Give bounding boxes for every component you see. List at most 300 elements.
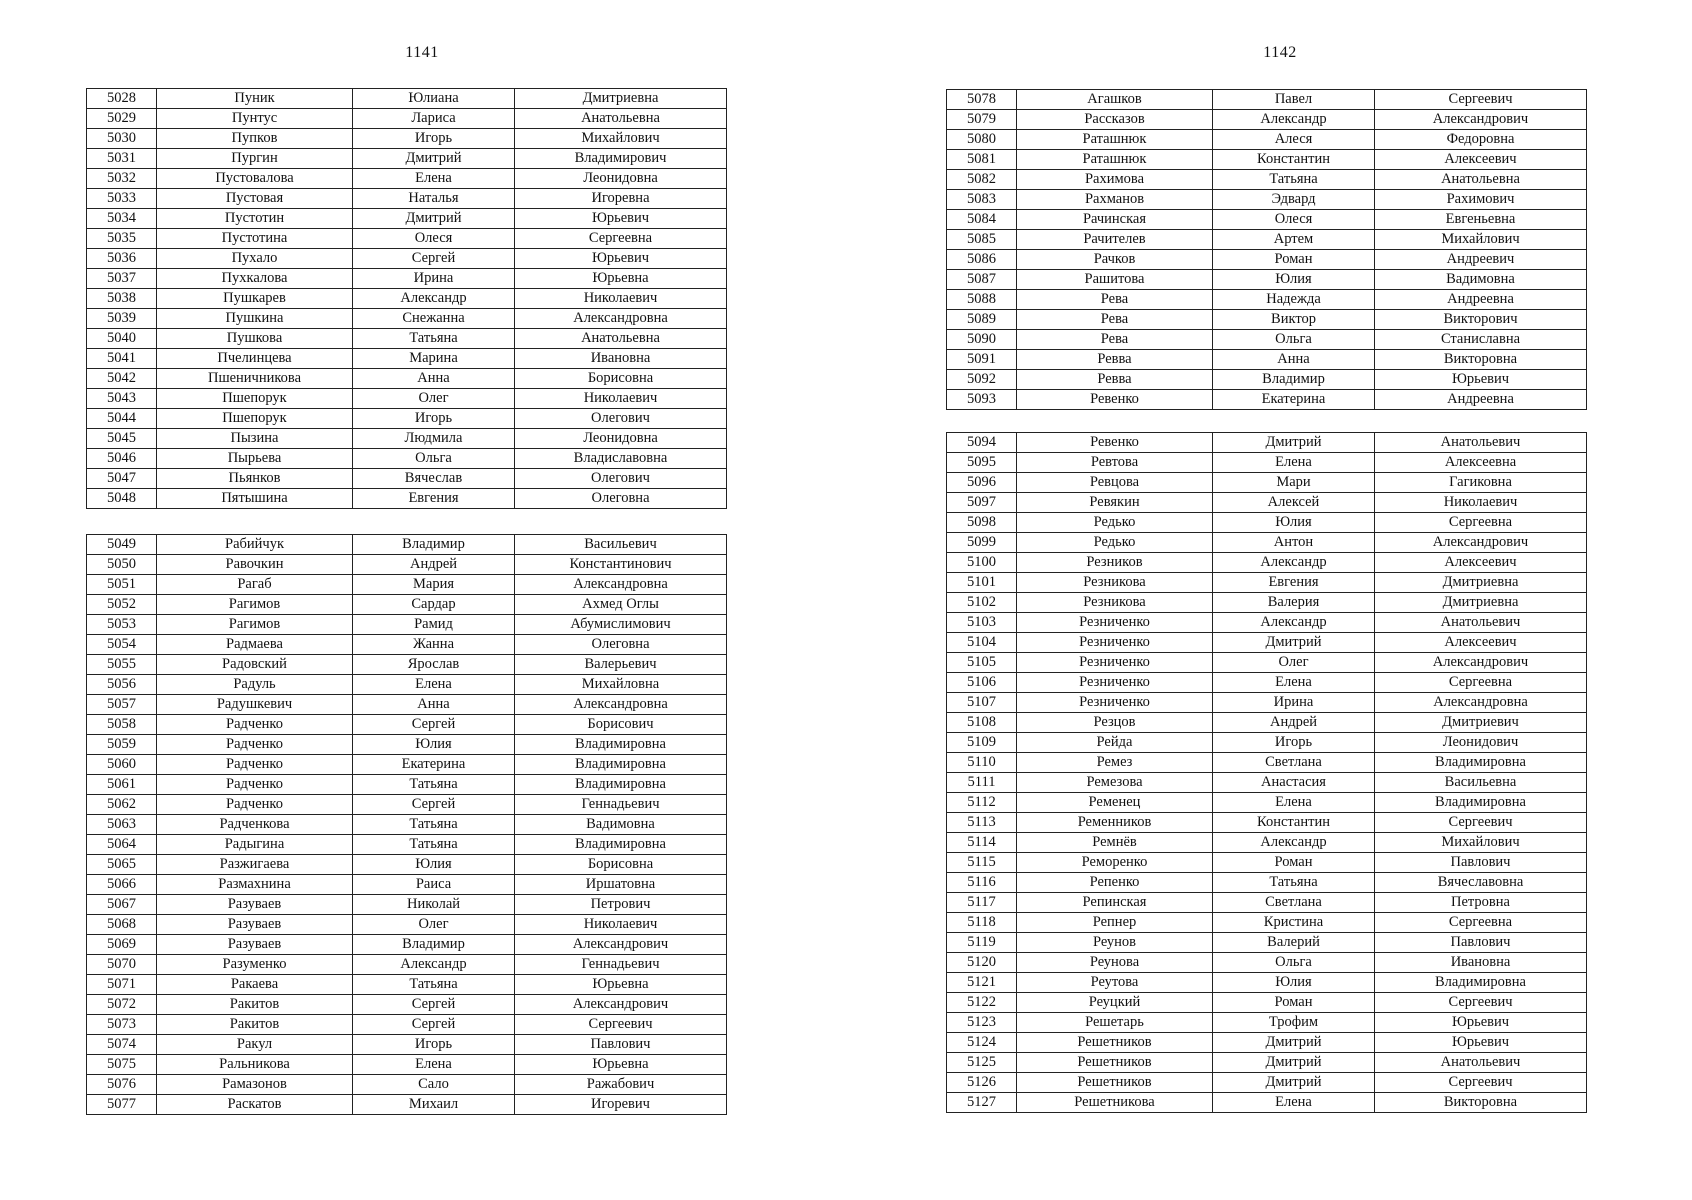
entry-number-cell: 5031: [87, 149, 157, 169]
first-name-cell: Павел: [1213, 90, 1375, 110]
entry-number-cell: 5046: [87, 449, 157, 469]
entry-number-cell: 5062: [87, 795, 157, 815]
surname-cell: Пушкарев: [157, 289, 353, 309]
entry-number-cell: 5105: [947, 653, 1017, 673]
table-row: [947, 593, 1587, 613]
table-row: [947, 833, 1587, 853]
surname-cell: Рачителев: [1017, 230, 1213, 250]
patronymic-cell: Иршатовна: [515, 875, 727, 895]
surname-cell: Радченко: [157, 715, 353, 735]
patronymic-cell: Александрович: [1375, 653, 1587, 673]
first-name-cell: Алексей: [1213, 493, 1375, 513]
entry-number-cell: 5125: [947, 1053, 1017, 1073]
surname-cell: Радуль: [157, 675, 353, 695]
entry-number-cell: 5045: [87, 429, 157, 449]
entry-number-cell: 5115: [947, 853, 1017, 873]
patronymic-cell: Борисовна: [515, 855, 727, 875]
table-row: [87, 149, 727, 169]
table-row: [87, 895, 727, 915]
surname-cell: Пухало: [157, 249, 353, 269]
entry-number-cell: 5035: [87, 229, 157, 249]
table-row: [87, 815, 727, 835]
patronymic-cell: Юрьевич: [1375, 1013, 1587, 1033]
patronymic-cell: Михайлович: [1375, 230, 1587, 250]
patronymic-cell: Сергеевна: [1375, 913, 1587, 933]
patronymic-cell: Павлович: [1375, 933, 1587, 953]
table-row: [947, 493, 1587, 513]
surname-cell: Репинская: [1017, 893, 1213, 913]
surname-cell: Размахнина: [157, 875, 353, 895]
entry-number-cell: 5059: [87, 735, 157, 755]
patronymic-cell: Анатольевна: [515, 329, 727, 349]
first-name-cell: Олеся: [353, 229, 515, 249]
entry-number-cell: 5118: [947, 913, 1017, 933]
first-name-cell: Снежанна: [353, 309, 515, 329]
surname-cell: Радыгина: [157, 835, 353, 855]
entry-number-cell: 5120: [947, 953, 1017, 973]
first-name-cell: Евгения: [353, 489, 515, 509]
first-name-cell: Татьяна: [353, 329, 515, 349]
patronymic-cell: Владимировна: [1375, 973, 1587, 993]
first-name-cell: Олеся: [1213, 210, 1375, 230]
patronymic-cell: Станиславна: [1375, 330, 1587, 350]
first-name-cell: Екатерина: [353, 755, 515, 775]
surname-cell: Пунтус: [157, 109, 353, 129]
surname-cell: Ревва: [1017, 370, 1213, 390]
patronymic-cell: Игоревна: [515, 189, 727, 209]
patronymic-cell: Викторовна: [1375, 350, 1587, 370]
table-row: [87, 289, 727, 309]
table-row: [947, 270, 1587, 290]
entry-number-cell: 5080: [947, 130, 1017, 150]
surname-cell: Радченко: [157, 755, 353, 775]
patronymic-cell: Дмитриевна: [515, 89, 727, 109]
surname-cell: Агашков: [1017, 90, 1213, 110]
table-row: [947, 853, 1587, 873]
entry-number-cell: 5123: [947, 1013, 1017, 1033]
first-name-cell: Анна: [353, 369, 515, 389]
surname-cell: Ревенко: [1017, 390, 1213, 410]
entry-number-cell: 5119: [947, 933, 1017, 953]
first-name-cell: Светлана: [1213, 753, 1375, 773]
surname-cell: Радовский: [157, 655, 353, 675]
patronymic-cell: Владимировна: [515, 735, 727, 755]
entry-number-cell: 5085: [947, 230, 1017, 250]
patronymic-cell: Дмитриевна: [1375, 573, 1587, 593]
table-row: [87, 269, 727, 289]
surname-cell: Ральникова: [157, 1055, 353, 1075]
surname-cell: Рейда: [1017, 733, 1213, 753]
surname-cell: Разжигаева: [157, 855, 353, 875]
patronymic-cell: Владимировна: [515, 775, 727, 795]
patronymic-cell: Юрьевна: [515, 269, 727, 289]
surname-cell: Рачинская: [1017, 210, 1213, 230]
first-name-cell: Ярослав: [353, 655, 515, 675]
surname-cell: Резниченко: [1017, 633, 1213, 653]
surname-cell: Раскатов: [157, 1095, 353, 1115]
patronymic-cell: Олеговна: [515, 635, 727, 655]
first-name-cell: Дмитрий: [1213, 633, 1375, 653]
entry-number-cell: 5092: [947, 370, 1017, 390]
patronymic-cell: Александрович: [1375, 110, 1587, 130]
table-row: [947, 453, 1587, 473]
table-row: [947, 310, 1587, 330]
entry-number-cell: 5072: [87, 995, 157, 1015]
patronymic-cell: Юрьевна: [515, 1055, 727, 1075]
table-row: [947, 130, 1587, 150]
table-row: [87, 595, 727, 615]
first-name-cell: Роман: [1213, 250, 1375, 270]
surname-cell: Пшепорук: [157, 409, 353, 429]
surname-cell: Решетников: [1017, 1033, 1213, 1053]
patronymic-cell: Сергеевич: [1375, 813, 1587, 833]
first-name-cell: Антон: [1213, 533, 1375, 553]
patronymic-cell: Геннадьевич: [515, 795, 727, 815]
first-name-cell: Олег: [353, 915, 515, 935]
patronymic-cell: Александрович: [1375, 533, 1587, 553]
table-row: [947, 673, 1587, 693]
entry-number-cell: 5043: [87, 389, 157, 409]
entry-number-cell: 5096: [947, 473, 1017, 493]
entry-number-cell: 5108: [947, 713, 1017, 733]
surname-cell: Рагаб: [157, 575, 353, 595]
surname-cell: Ревцова: [1017, 473, 1213, 493]
entry-number-cell: 5121: [947, 973, 1017, 993]
entry-number-cell: 5103: [947, 613, 1017, 633]
entry-number-cell: 5109: [947, 733, 1017, 753]
table-row: [947, 633, 1587, 653]
surname-cell: Резникова: [1017, 573, 1213, 593]
first-name-cell: Дмитрий: [353, 209, 515, 229]
entry-number-cell: 5082: [947, 170, 1017, 190]
entry-number-cell: 5095: [947, 453, 1017, 473]
table-row: [87, 489, 727, 509]
entry-number-cell: 5057: [87, 695, 157, 715]
patronymic-cell: Викторович: [1375, 310, 1587, 330]
table-row: [947, 933, 1587, 953]
first-name-cell: Светлана: [1213, 893, 1375, 913]
surname-cell: Ревякин: [1017, 493, 1213, 513]
surname-cell: Ракитов: [157, 995, 353, 1015]
entry-number-cell: 5127: [947, 1093, 1017, 1113]
patronymic-cell: Александровна: [1375, 693, 1587, 713]
table-row: [87, 469, 727, 489]
patronymic-cell: Вадимовна: [1375, 270, 1587, 290]
patronymic-cell: Андреевна: [1375, 290, 1587, 310]
first-name-cell: Ирина: [353, 269, 515, 289]
roster-table: [946, 432, 1587, 1113]
patronymic-cell: Алексеевич: [1375, 553, 1587, 573]
table-row: [947, 90, 1587, 110]
first-name-cell: Валерия: [1213, 593, 1375, 613]
patronymic-cell: Геннадьевич: [515, 955, 727, 975]
patronymic-cell: Андреевич: [1375, 250, 1587, 270]
surname-cell: Резниченко: [1017, 653, 1213, 673]
patronymic-cell: Владимирович: [515, 149, 727, 169]
patronymic-cell: Ражабович: [515, 1075, 727, 1095]
first-name-cell: Николай: [353, 895, 515, 915]
entry-number-cell: 5060: [87, 755, 157, 775]
table-row: [947, 893, 1587, 913]
table-row: [87, 835, 727, 855]
table-row: [947, 1073, 1587, 1093]
entry-number-cell: 5049: [87, 535, 157, 555]
surname-cell: Решетников: [1017, 1073, 1213, 1093]
entry-number-cell: 5028: [87, 89, 157, 109]
entry-number-cell: 5098: [947, 513, 1017, 533]
table-row: [87, 715, 727, 735]
entry-number-cell: 5064: [87, 835, 157, 855]
table-row: [87, 635, 727, 655]
entry-number-cell: 5039: [87, 309, 157, 329]
entry-number-cell: 5084: [947, 210, 1017, 230]
table-row: [87, 369, 727, 389]
table-row: [87, 109, 727, 129]
patronymic-cell: Олегович: [515, 469, 727, 489]
entry-number-cell: 5050: [87, 555, 157, 575]
surname-cell: Рева: [1017, 290, 1213, 310]
table-row: [87, 575, 727, 595]
surname-cell: Радченко: [157, 735, 353, 755]
first-name-cell: Михаил: [353, 1095, 515, 1115]
table-row: [87, 389, 727, 409]
patronymic-cell: Федоровна: [1375, 130, 1587, 150]
surname-cell: Рахманов: [1017, 190, 1213, 210]
first-name-cell: Игорь: [353, 129, 515, 149]
table-row: [87, 129, 727, 149]
first-name-cell: Татьяна: [1213, 873, 1375, 893]
table-row: [947, 533, 1587, 553]
table-row: [87, 409, 727, 429]
patronymic-cell: Анатольевич: [1375, 1053, 1587, 1073]
table-row: [87, 249, 727, 269]
entry-number-cell: 5089: [947, 310, 1017, 330]
patronymic-cell: Алексеевна: [1375, 453, 1587, 473]
surname-cell: Реутова: [1017, 973, 1213, 993]
table-row: [87, 555, 727, 575]
first-name-cell: Александр: [1213, 613, 1375, 633]
patronymic-cell: Петрович: [515, 895, 727, 915]
patronymic-cell: Алексеевич: [1375, 633, 1587, 653]
first-name-cell: Татьяна: [1213, 170, 1375, 190]
first-name-cell: Владимир: [353, 535, 515, 555]
table-row: [947, 1033, 1587, 1053]
table-row: [87, 695, 727, 715]
surname-cell: Резникова: [1017, 593, 1213, 613]
entry-number-cell: 5081: [947, 150, 1017, 170]
entry-number-cell: 5048: [87, 489, 157, 509]
patronymic-cell: Леонидовна: [515, 169, 727, 189]
entry-number-cell: 5097: [947, 493, 1017, 513]
surname-cell: Радченко: [157, 795, 353, 815]
surname-cell: Раташнюк: [1017, 150, 1213, 170]
surname-cell: Рабийчук: [157, 535, 353, 555]
patronymic-cell: Михайловна: [515, 675, 727, 695]
surname-cell: Ременец: [1017, 793, 1213, 813]
patronymic-cell: Абумислимович: [515, 615, 727, 635]
table-row: [87, 1095, 727, 1115]
first-name-cell: Константин: [1213, 813, 1375, 833]
patronymic-cell: Анатольевна: [1375, 170, 1587, 190]
table-row: [87, 875, 727, 895]
table-row: [87, 855, 727, 875]
table-row: [947, 993, 1587, 1013]
table-row: [947, 573, 1587, 593]
entry-number-cell: 5053: [87, 615, 157, 635]
patronymic-cell: Николаевич: [515, 915, 727, 935]
first-name-cell: Татьяна: [353, 975, 515, 995]
table-row: [87, 975, 727, 995]
entry-number-cell: 5054: [87, 635, 157, 655]
entry-number-cell: 5110: [947, 753, 1017, 773]
surname-cell: Решетников: [1017, 1053, 1213, 1073]
table-row: [947, 613, 1587, 633]
surname-cell: Резниченко: [1017, 693, 1213, 713]
first-name-cell: Дмитрий: [1213, 1073, 1375, 1093]
entry-number-cell: 5087: [947, 270, 1017, 290]
entry-number-cell: 5047: [87, 469, 157, 489]
surname-cell: Разуменко: [157, 955, 353, 975]
table-row: [87, 1055, 727, 1075]
first-name-cell: Юлия: [1213, 513, 1375, 533]
first-name-cell: Вячеслав: [353, 469, 515, 489]
patronymic-cell: Анатольевич: [1375, 433, 1587, 453]
surname-cell: Редько: [1017, 533, 1213, 553]
table-row: [87, 915, 727, 935]
first-name-cell: Сергей: [353, 795, 515, 815]
surname-cell: Ракаева: [157, 975, 353, 995]
entry-number-cell: 5058: [87, 715, 157, 735]
first-name-cell: Юлия: [1213, 270, 1375, 290]
surname-cell: Радушкевич: [157, 695, 353, 715]
first-name-cell: Сергей: [353, 995, 515, 1015]
patronymic-cell: Вадимовна: [515, 815, 727, 835]
entry-number-cell: 5061: [87, 775, 157, 795]
entry-number-cell: 5042: [87, 369, 157, 389]
patronymic-cell: Сергеевна: [1375, 513, 1587, 533]
patronymic-cell: Юрьевич: [515, 249, 727, 269]
first-name-cell: Дмитрий: [1213, 433, 1375, 453]
first-name-cell: Рамид: [353, 615, 515, 635]
table-row: [947, 713, 1587, 733]
patronymic-cell: Владимировна: [1375, 793, 1587, 813]
entry-number-cell: 5104: [947, 633, 1017, 653]
entry-number-cell: 5069: [87, 935, 157, 955]
surname-cell: Ракитов: [157, 1015, 353, 1035]
table-row: [947, 330, 1587, 350]
patronymic-cell: Константинович: [515, 555, 727, 575]
surname-cell: Резниченко: [1017, 613, 1213, 633]
surname-cell: Разуваев: [157, 935, 353, 955]
first-name-cell: Игорь: [353, 1035, 515, 1055]
table-row: [947, 553, 1587, 573]
entry-number-cell: 5113: [947, 813, 1017, 833]
patronymic-cell: Владимировна: [515, 755, 727, 775]
entry-number-cell: 5126: [947, 1073, 1017, 1093]
table-row: [947, 350, 1587, 370]
surname-cell: Решетарь: [1017, 1013, 1213, 1033]
entry-number-cell: 5075: [87, 1055, 157, 1075]
patronymic-cell: Николаевич: [515, 289, 727, 309]
first-name-cell: Александр: [1213, 553, 1375, 573]
table-row: [87, 935, 727, 955]
first-name-cell: Мари: [1213, 473, 1375, 493]
surname-cell: Ремез: [1017, 753, 1213, 773]
table-row: [87, 349, 727, 369]
entry-number-cell: 5079: [947, 110, 1017, 130]
table-row: [947, 753, 1587, 773]
surname-cell: Редько: [1017, 513, 1213, 533]
entry-number-cell: 5051: [87, 575, 157, 595]
surname-cell: Рашитова: [1017, 270, 1213, 290]
page-number: 1141: [405, 44, 439, 61]
table-row: [947, 473, 1587, 493]
table-row: [947, 953, 1587, 973]
first-name-cell: Марина: [353, 349, 515, 369]
entry-number-cell: 5101: [947, 573, 1017, 593]
patronymic-cell: Ахмед Оглы: [515, 595, 727, 615]
first-name-cell: Александр: [353, 289, 515, 309]
entry-number-cell: 5037: [87, 269, 157, 289]
first-name-cell: Александр: [1213, 110, 1375, 130]
first-name-cell: Елена: [1213, 673, 1375, 693]
surname-cell: Пустотина: [157, 229, 353, 249]
entry-number-cell: 5099: [947, 533, 1017, 553]
surname-cell: Рагимов: [157, 595, 353, 615]
first-name-cell: Елена: [1213, 1093, 1375, 1113]
table-row: [87, 1075, 727, 1095]
surname-cell: Рахимова: [1017, 170, 1213, 190]
first-name-cell: Надежда: [1213, 290, 1375, 310]
table-row: [947, 693, 1587, 713]
roster-table: [86, 534, 727, 1115]
patronymic-cell: Сергеевич: [1375, 993, 1587, 1013]
patronymic-cell: Сергеевна: [1375, 673, 1587, 693]
entry-number-cell: 5052: [87, 595, 157, 615]
table-row: [947, 370, 1587, 390]
patronymic-cell: Юрьевич: [515, 209, 727, 229]
table-row: [87, 169, 727, 189]
patronymic-cell: Александровна: [515, 309, 727, 329]
entry-number-cell: 5036: [87, 249, 157, 269]
page-number: 1142: [1263, 44, 1297, 61]
first-name-cell: Екатерина: [1213, 390, 1375, 410]
entry-number-cell: 5078: [947, 90, 1017, 110]
table-row: [87, 89, 727, 109]
entry-number-cell: 5030: [87, 129, 157, 149]
table-row: [87, 449, 727, 469]
entry-number-cell: 5088: [947, 290, 1017, 310]
surname-cell: Рева: [1017, 310, 1213, 330]
patronymic-cell: Михайлович: [515, 129, 727, 149]
entry-number-cell: 5068: [87, 915, 157, 935]
first-name-cell: Дмитрий: [1213, 1033, 1375, 1053]
entry-number-cell: 5067: [87, 895, 157, 915]
entry-number-cell: 5077: [87, 1095, 157, 1115]
entry-number-cell: 5107: [947, 693, 1017, 713]
patronymic-cell: Александрович: [515, 995, 727, 1015]
entry-number-cell: 5083: [947, 190, 1017, 210]
patronymic-cell: Борисович: [515, 715, 727, 735]
entry-number-cell: 5106: [947, 673, 1017, 693]
entry-number-cell: 5073: [87, 1015, 157, 1035]
table-row: [87, 755, 727, 775]
surname-cell: Пустовая: [157, 189, 353, 209]
entry-number-cell: 5029: [87, 109, 157, 129]
table-row: [947, 150, 1587, 170]
patronymic-cell: Владиславовна: [515, 449, 727, 469]
entry-number-cell: 5034: [87, 209, 157, 229]
